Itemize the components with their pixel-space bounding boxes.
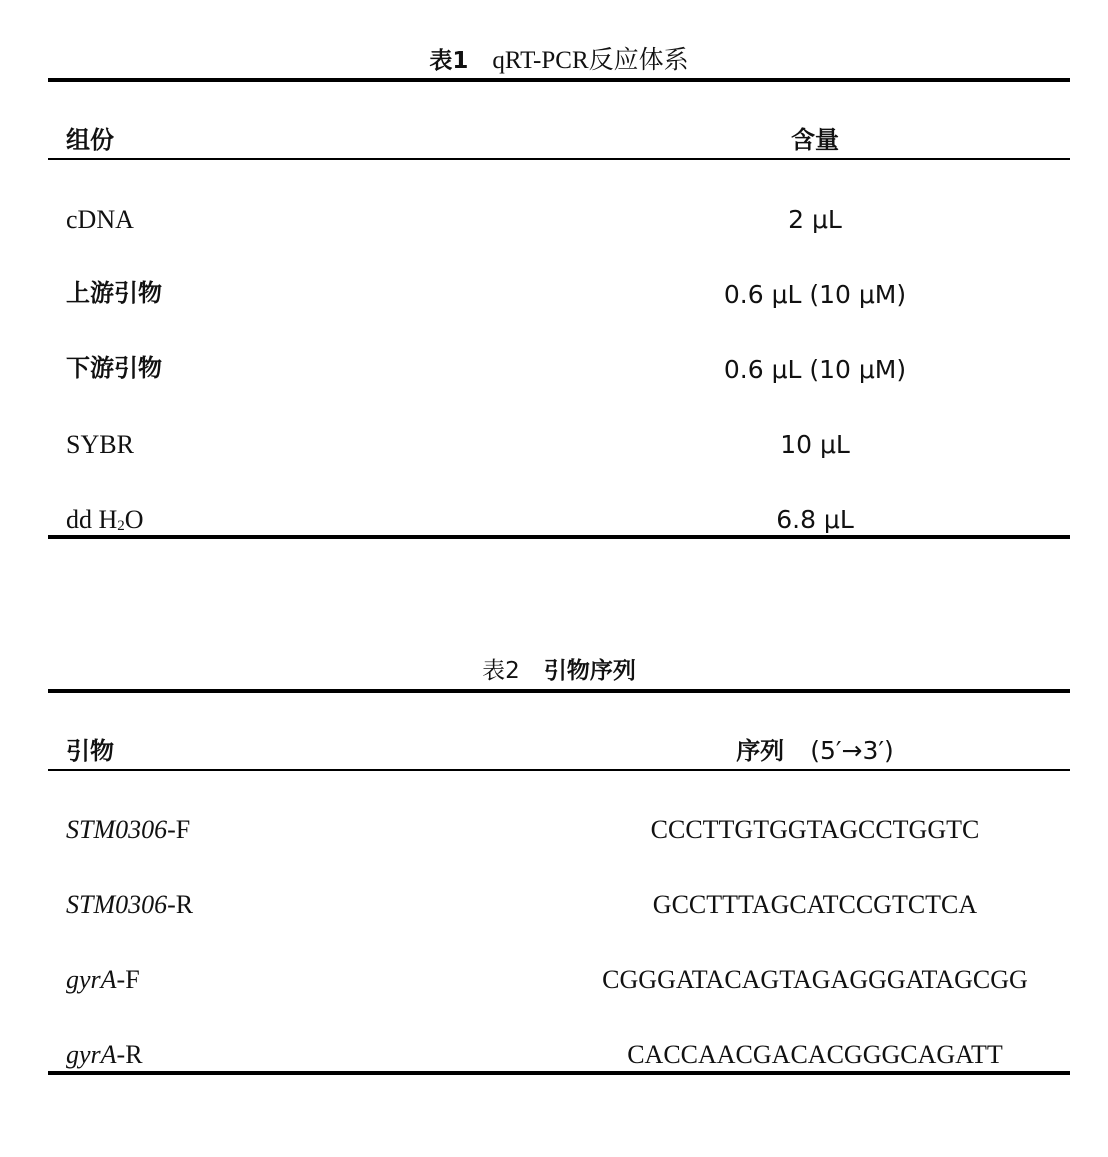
table1-top-rule [48, 78, 1070, 82]
table1-header-rule [48, 158, 1070, 160]
table1-bottom-rule [48, 535, 1070, 539]
table1-row-component: 上游引物 [66, 279, 162, 307]
table2-caption [48, 656, 1070, 686]
table2-row-primer: gyrA-F [66, 965, 140, 994]
table2-row-sequence: CCCTTGTGGTAGCCTGGTC [650, 815, 980, 844]
table1-row-component: SYBR [66, 430, 134, 459]
table1-caption-label: 表1 [429, 48, 469, 74]
table2-header-sequence: 序列 (5′→3′) [736, 736, 894, 765]
table1-row-component: cDNA [66, 205, 134, 234]
table2-top-rule [48, 689, 1070, 693]
table1-row-component: dd $H_2O$ [66, 505, 144, 534]
table1-row-amount: 0.6 μL (10 μM) [723, 355, 907, 384]
table2-bottom-rule [48, 1071, 1070, 1075]
table2-row-primer: STM0306-R [66, 890, 194, 919]
table1-row-component: 下游引物 [66, 354, 162, 382]
table2-header-primer: 引物 [66, 737, 114, 765]
table2-header-rule [48, 769, 1070, 771]
table2-caption-title: 引物序列 [543, 658, 636, 684]
table2-row-sequence: GCCTTTAGCATCCGTCTCA [652, 890, 978, 919]
table1-header-component: 组份 [66, 126, 114, 154]
table2-row-primer: STM0306-F [66, 815, 191, 844]
table1-caption [48, 46, 1070, 76]
table2-row-sequence: CGGGATACAGTAGAGGGATAGCGG [602, 965, 1028, 994]
table2-row-primer: gyrA-R [66, 1040, 143, 1069]
table2-row-sequence: CACCAACGACACGGGCAGATT [627, 1040, 1003, 1069]
table1-row-amount: 6.8 μL [776, 505, 854, 534]
table1-caption-title: qRT-PCR反应体系 [492, 47, 689, 74]
table2-caption-label: 表2 [482, 658, 520, 684]
table1-header-amount: 含量 [791, 126, 839, 154]
table1-row-amount: 0.6 μL (10 μM) [723, 280, 907, 309]
table1-row-amount: 2 μL [788, 205, 842, 234]
table1-row-amount: 10 μL [780, 430, 850, 459]
